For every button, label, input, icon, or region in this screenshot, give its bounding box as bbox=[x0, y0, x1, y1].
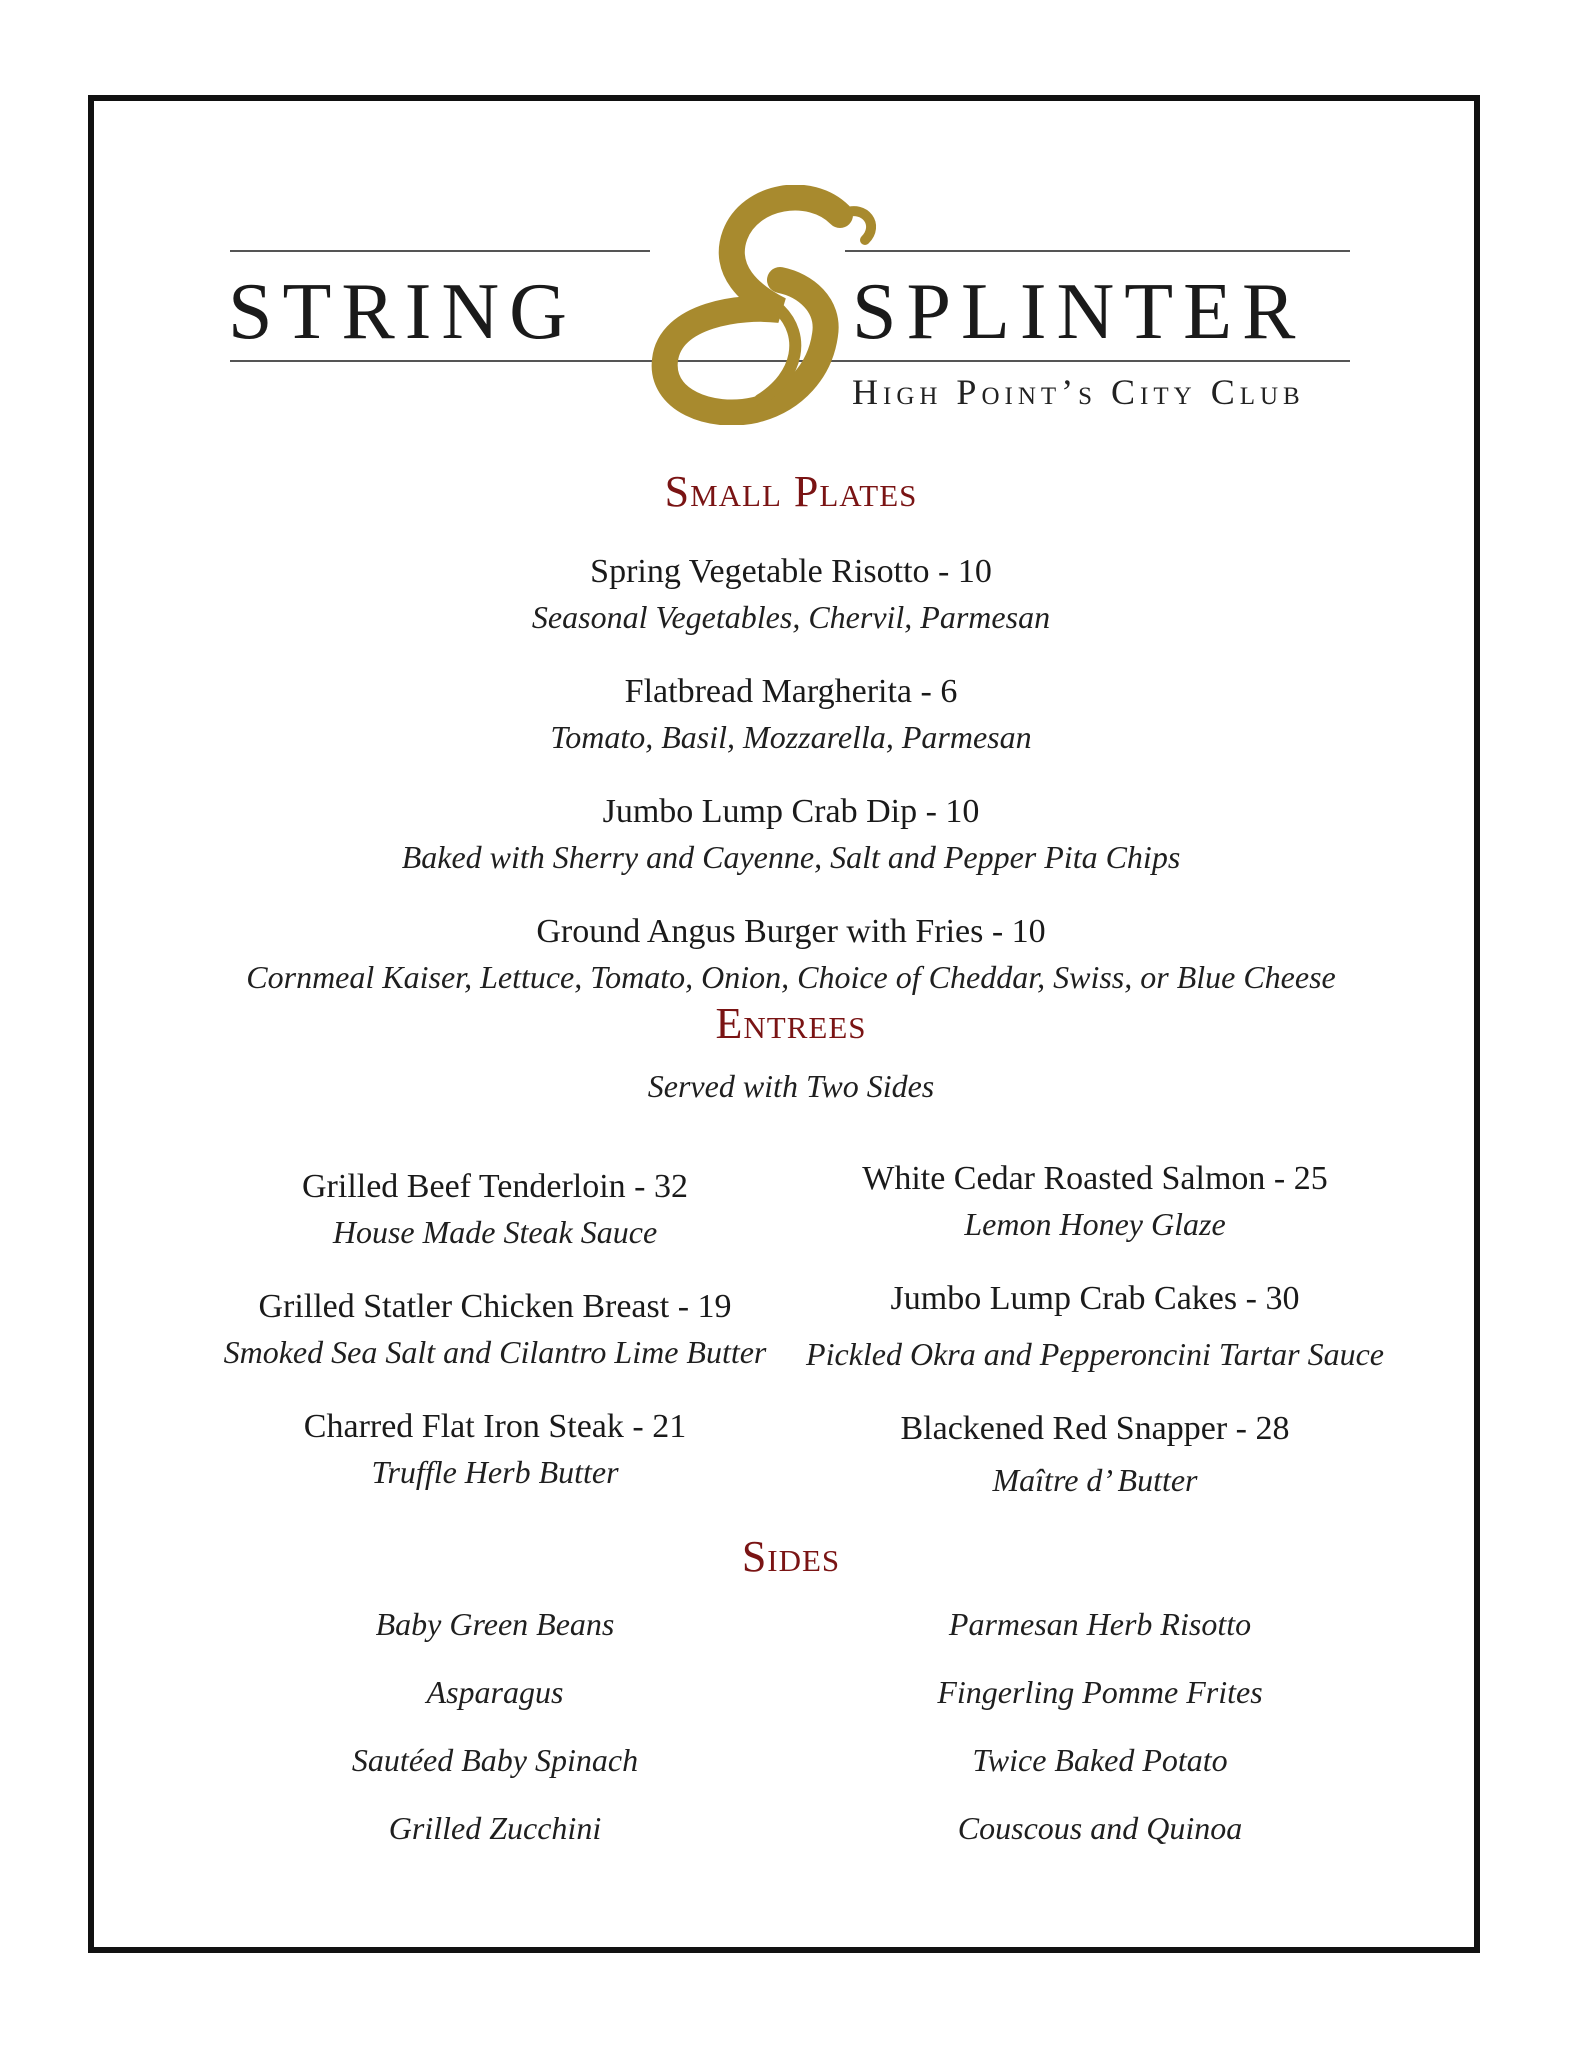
item-name: Grilled Statler Chicken Breast - 19 bbox=[258, 1288, 732, 1325]
item-name: Jumbo Lump Crab Cakes - 30 bbox=[890, 1280, 1300, 1317]
menu-item bbox=[88, 555, 1494, 633]
item-name: Grilled Beef Tenderloin - 32 bbox=[302, 1168, 688, 1205]
item-description: Smoked Sea Salt and Cilantro Lime Butter bbox=[223, 1334, 767, 1370]
brand-tagline: High Point’s City Club bbox=[852, 372, 1305, 412]
brand-left-word: STRING bbox=[228, 268, 577, 356]
menu-item bbox=[88, 795, 1494, 873]
item-description: Lemon Honey Glaze bbox=[964, 1206, 1226, 1242]
side-item: Grilled Zucchini bbox=[388, 1810, 602, 1846]
item-description: Baked with Sherry and Cayenne, Salt and Pepper Pita Chips bbox=[401, 839, 1181, 875]
side-item: Fingerling Pomme Frites bbox=[937, 1674, 1263, 1710]
item-name: Ground Angus Burger with Fries - 10 bbox=[536, 913, 1046, 950]
side-item: Parmesan Herb Risotto bbox=[948, 1606, 1252, 1642]
brand-right-word: SPLINTER bbox=[852, 268, 1306, 356]
item-description: Tomato, Basil, Mozzarella, Parmesan bbox=[550, 719, 1032, 755]
item-name: Flatbread Margherita - 6 bbox=[624, 673, 958, 710]
sides-title: Sides bbox=[741, 1532, 841, 1581]
logo bbox=[0, 0, 1582, 440]
item-description: Truffle Herb Butter bbox=[371, 1454, 619, 1490]
menu-item bbox=[88, 915, 1494, 993]
entrees-right-column bbox=[790, 1162, 1400, 1530]
item-description: House Made Steak Sauce bbox=[332, 1214, 658, 1250]
item-name: Charred Flat Iron Steak - 21 bbox=[303, 1408, 687, 1445]
entrees-section bbox=[88, 999, 1494, 1104]
entrees-title: Entrees bbox=[715, 999, 867, 1048]
menu-item bbox=[180, 1290, 810, 1368]
menu-item bbox=[180, 1410, 810, 1488]
logo-top-rule-right bbox=[845, 250, 1350, 252]
item-description: Seasonal Vegetables, Chervil, Parmesan bbox=[531, 599, 1051, 635]
small-plates-list bbox=[88, 555, 1494, 1027]
sides-section bbox=[88, 1532, 1494, 1581]
ampersand-icon bbox=[630, 185, 890, 425]
menu-item bbox=[790, 1282, 1400, 1370]
item-name: White Cedar Roasted Salmon - 25 bbox=[862, 1160, 1328, 1197]
side-item: Sautéed Baby Spinach bbox=[351, 1742, 639, 1778]
small-plates-section bbox=[88, 467, 1494, 516]
item-name: Spring Vegetable Risotto - 10 bbox=[590, 553, 992, 590]
menu-item bbox=[180, 1170, 810, 1248]
menu-item bbox=[790, 1162, 1400, 1240]
side-item: Couscous and Quinoa bbox=[957, 1810, 1243, 1846]
entrees-left-column bbox=[180, 1170, 810, 1522]
sides-right-column bbox=[850, 1608, 1350, 1880]
item-description: Maître d’ Butter bbox=[992, 1462, 1198, 1498]
side-item: Asparagus bbox=[426, 1674, 564, 1710]
logo-top-rule-left bbox=[230, 250, 650, 252]
side-item: Baby Green Beans bbox=[375, 1606, 615, 1642]
entrees-subtitle: Served with Two Sides bbox=[647, 1068, 935, 1104]
item-description: Pickled Okra and Pepperoncini Tartar Sauce bbox=[806, 1336, 1384, 1372]
item-description: Cornmeal Kaiser, Lettuce, Tomato, Onion, Choice of Cheddar, Swiss, or Blue Cheese bbox=[246, 959, 1336, 995]
menu-item bbox=[790, 1412, 1400, 1496]
item-name: Jumbo Lump Crab Dip - 10 bbox=[602, 793, 980, 830]
sides-left-column bbox=[250, 1608, 740, 1880]
item-name: Blackened Red Snapper - 28 bbox=[900, 1410, 1290, 1447]
side-item: Twice Baked Potato bbox=[972, 1742, 1228, 1778]
menu-item bbox=[88, 675, 1494, 753]
small-plates-title: Small Plates bbox=[664, 467, 918, 516]
